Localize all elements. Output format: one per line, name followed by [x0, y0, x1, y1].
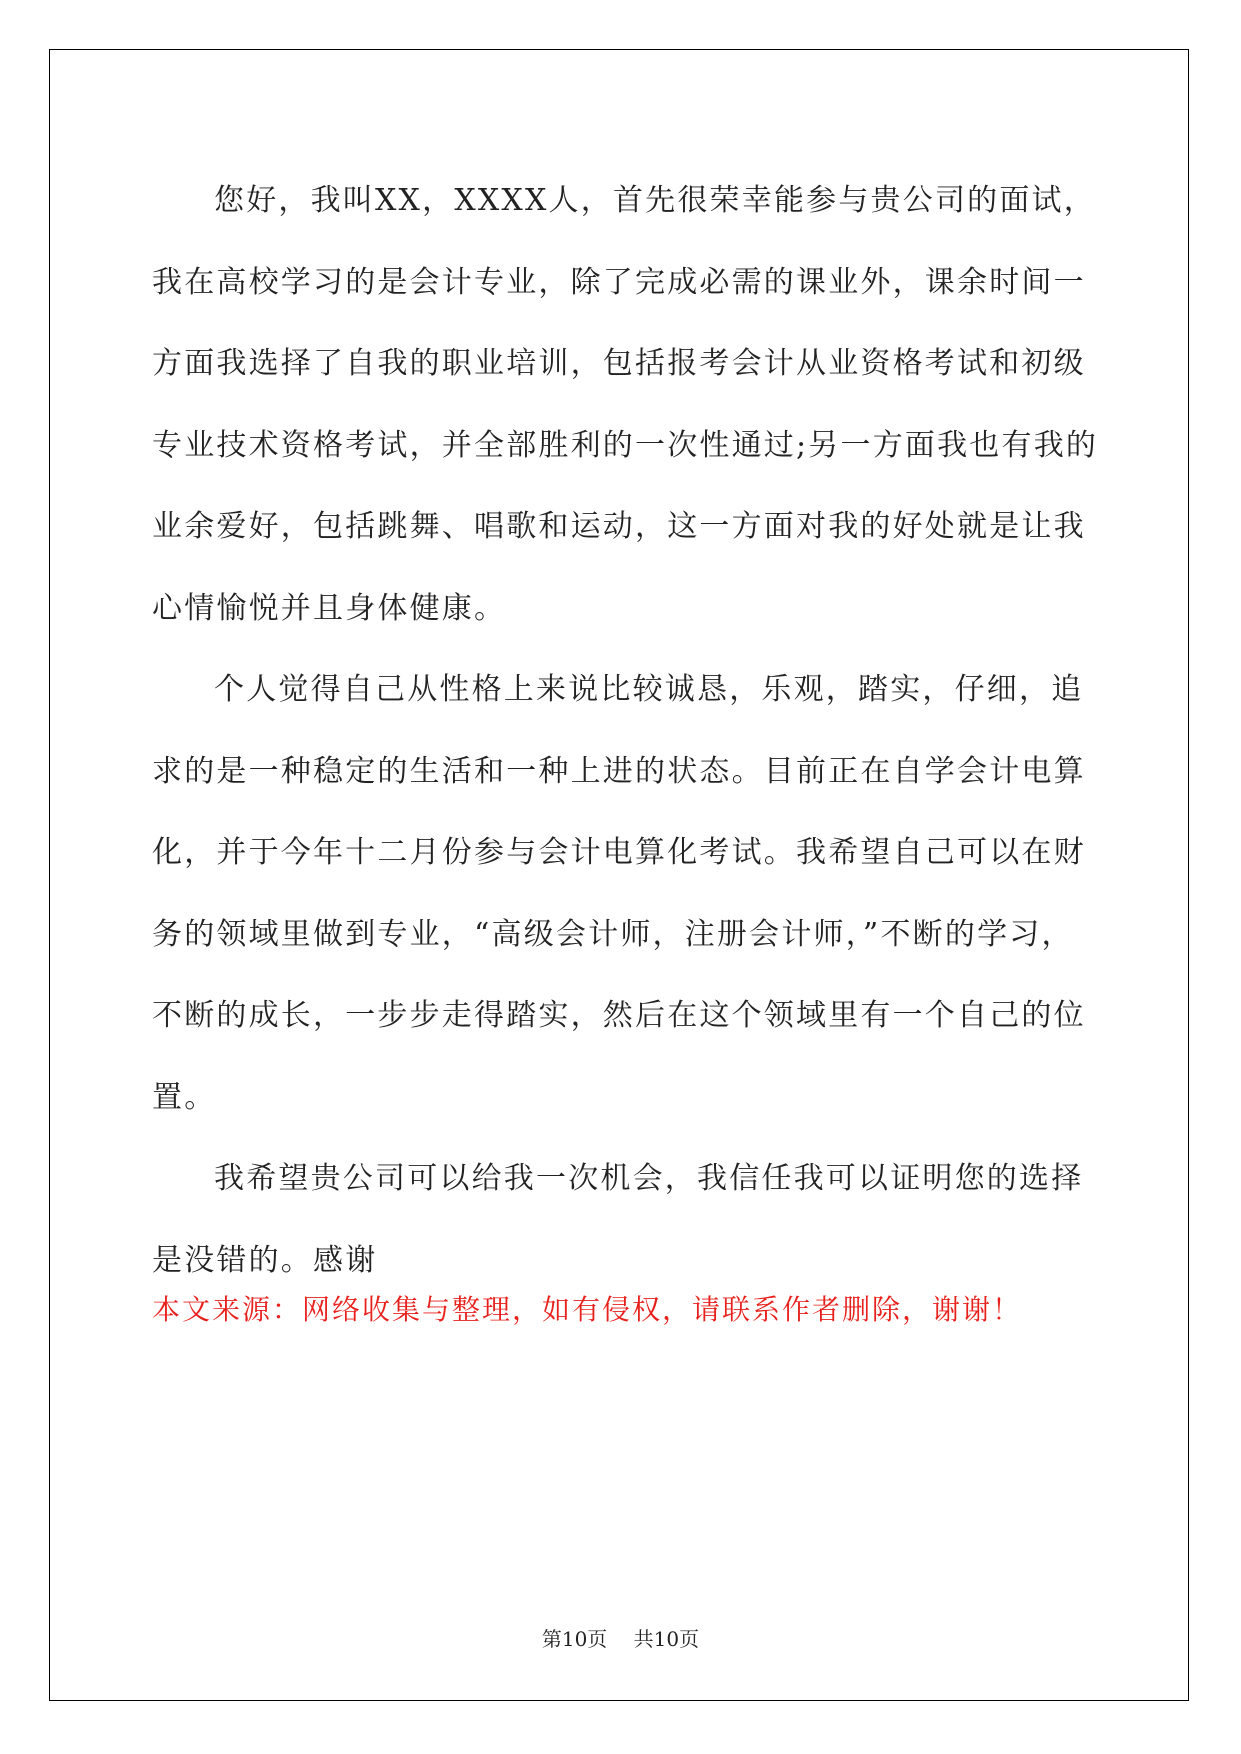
page-number-current: 第10页 [541, 1627, 608, 1651]
page-footer [0, 1625, 1241, 1653]
source-disclaimer: 本文来源：网络收集与整理，如有侵权，请联系作者删除，谢谢！ [152, 1293, 1023, 1326]
paragraph-personality-goals: 个人觉得自己从性格上来说比较诚恳，乐观，踏实，仔细，追求的是一种稳定的生活和一种上进的状态。目前正在自学会计电算化，并于今年十二月份参与会计电算化考试。我希望自己可以在财务的领域里做到专业，“高级会计师，注册会计师，”不断的学习，不断的成长，一步步走得踏实，然后在这个领域里有一个自己的位置。 [152, 672, 1086, 1115]
page-number-total: 共10页 [633, 1627, 700, 1651]
document-body [152, 160, 1100, 1301]
paragraph-closing: 我希望贵公司可以给我一次机会，我信任我可以证明您的选择是没错的。感谢 [152, 1161, 1084, 1278]
paragraph-self-introduction: 您好，我叫XX，XXXX人，首先很荣幸能参与贵公司的面试，我在高校学习的是会计专业，除了完成必需的课业外，课余时间一方面我选择了自我的职业培训，包括报考会计从业资格考试和初级专业技术资格考试，并全部胜利的一次性通过;另一方面我也有我的业余爱好，包括跳舞、唱歌和运动，这一方面对我的好处就是让我心情愉悦并且身体健康。 [152, 183, 1099, 626]
